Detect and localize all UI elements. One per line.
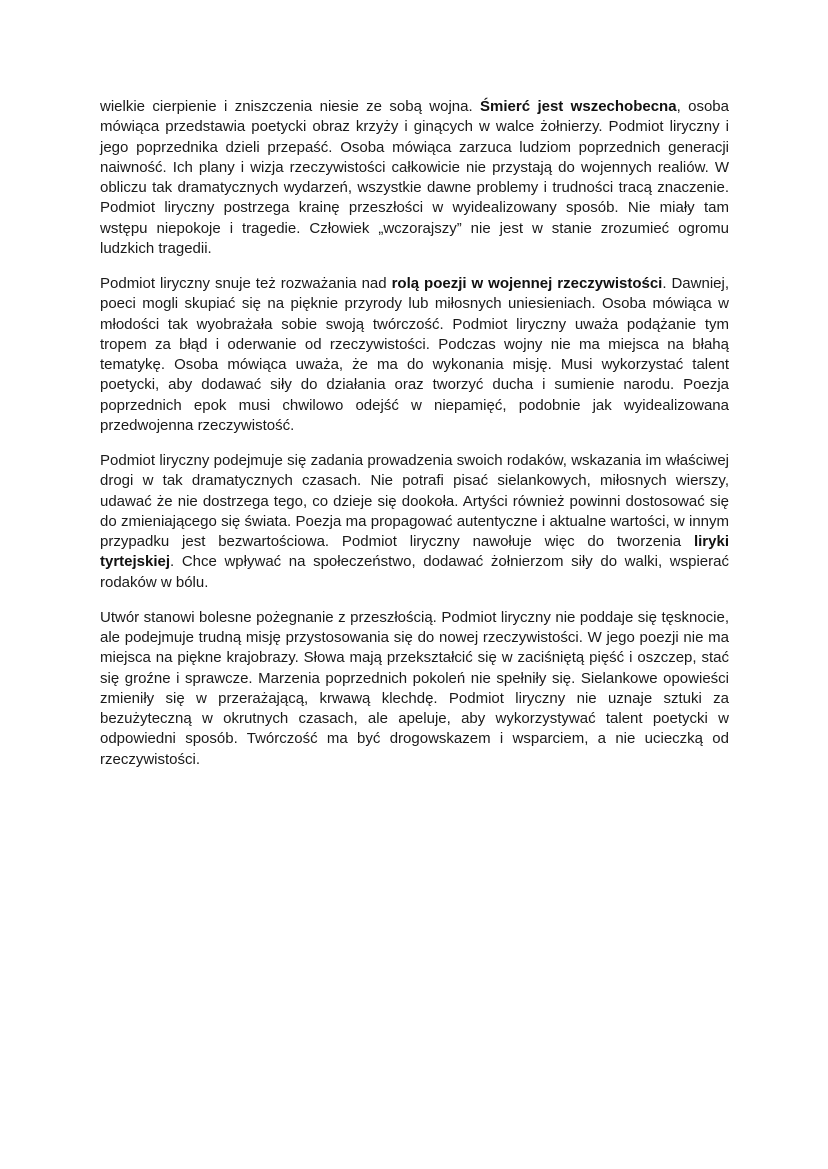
emphasis-tyrtaean-lyric: liryki tyrtejskiej xyxy=(100,533,729,571)
text-run: , osoba mówiąca przedstawia poetycki obraz krzyży i ginących w walce żołnierzy. Podmiot liryczny i jego poprzednika dzieli przepaść. Osoba mówiąca zarzuca ludziom poprzednich generacji naiwność. Ich plany i wizja rzeczywistości całkowicie nie przystają do wojennych realiów. W obliczu tak dramatycznych wydarzeń, wszystkie dawne problemy i trudności tracą znaczenie. Podmiot liryczny postrzega krainę przeszłości w wyidealizowany sposób. Nie miały tam wstępu niepokoje i tragedie. Człowiek „wczorajszy” nie jest w stanie zrozumieć ogromu ludzkich tragedii. xyxy=(100,98,729,258)
document-page xyxy=(100,97,729,785)
text-run: Utwór stanowi bolesne pożegnanie z przeszłością. Podmiot liryczny nie poddaje się tęsknocie, ale podejmuje trudną misję przystosowania się do nowej rzeczywistości. W jego poezji nie ma miejsca na piękne krajobrazy. Słowa mają przekształcić się w zaciśniętą pięść i oszczep, stać się groźne i sprawcze. Marzenia poprzednich pokoleń nie spełniły się. Sielankowe opowieści zmieniły się w przerażającą, krwawą klechdę. Podmiot liryczny nie uznaje sztuki za bezużyteczną w okrutnych czasach, ale apeluje, aby wykorzystywać talent poetycki w odpowiedni sposób. Twórczość ma być drogowskazem i wsparciem, a nie ucieczką od rzeczywistości. xyxy=(100,608,729,768)
paragraph-leading-compatriots xyxy=(100,451,729,593)
text-run: Podmiot liryczny snuje też rozważania nad xyxy=(100,274,392,292)
paragraph-role-of-poetry xyxy=(100,274,729,436)
emphasis-death-omnipresent: Śmierć jest wszechobecna xyxy=(480,98,677,115)
text-run: Podmiot liryczny podejmuje się zadania prowadzenia swoich rodaków, wskazania im właściwej drogi w tak dramatycznych czasach. Nie potrafi pisać sielankowych, miłosnych wierszy, udawać że nie dostrzega tego, co dzieje się dookoła. Artyści również powinni dostosować się do zmieniającego się świata. Poezja ma propagować autentyczne i aktualne wartości, w innym przypadku jest bezwartościowa. Podmiot liryczny nawołuje więc do tworzenia xyxy=(100,451,729,551)
text-run: . Dawniej, poeci mogli skupiać się na pięknie przyrody lub miłosnych uniesieniach. Osoba mówiąca w młodości tak wyobrażała sobie swoją twórczość. Podmiot liryczny uważa podążanie tym tropem za błąd i oderwanie od rzeczywistości. Podczas wojny nie ma miejsca na błahą tematykę. Osoba mówiąca uważa, że ma do wykonania misję. Musi wykorzystać talent poetycki, aby dodawać siły do działania oraz tworzyć ducha i sumienie narodu. Poezja poprzednich epok musi chwilowo odejść w niepamięć, podobnie jak wyidealizowana przedwojenna rzeczywistość. xyxy=(100,274,729,435)
paragraph-farewell-to-past xyxy=(100,608,729,770)
text-run: wielkie cierpienie i zniszczenia niesie ze sobą wojna. xyxy=(100,98,481,115)
text-run: . Chce wpływać na społeczeństwo, dodawać żołnierzom siły do walki, wspierać rodaków w bólu. xyxy=(100,553,729,591)
emphasis-role-of-poetry: rolą poezji w wojennej rzeczywistości xyxy=(391,274,663,292)
paragraph-war-suffering xyxy=(100,97,729,259)
